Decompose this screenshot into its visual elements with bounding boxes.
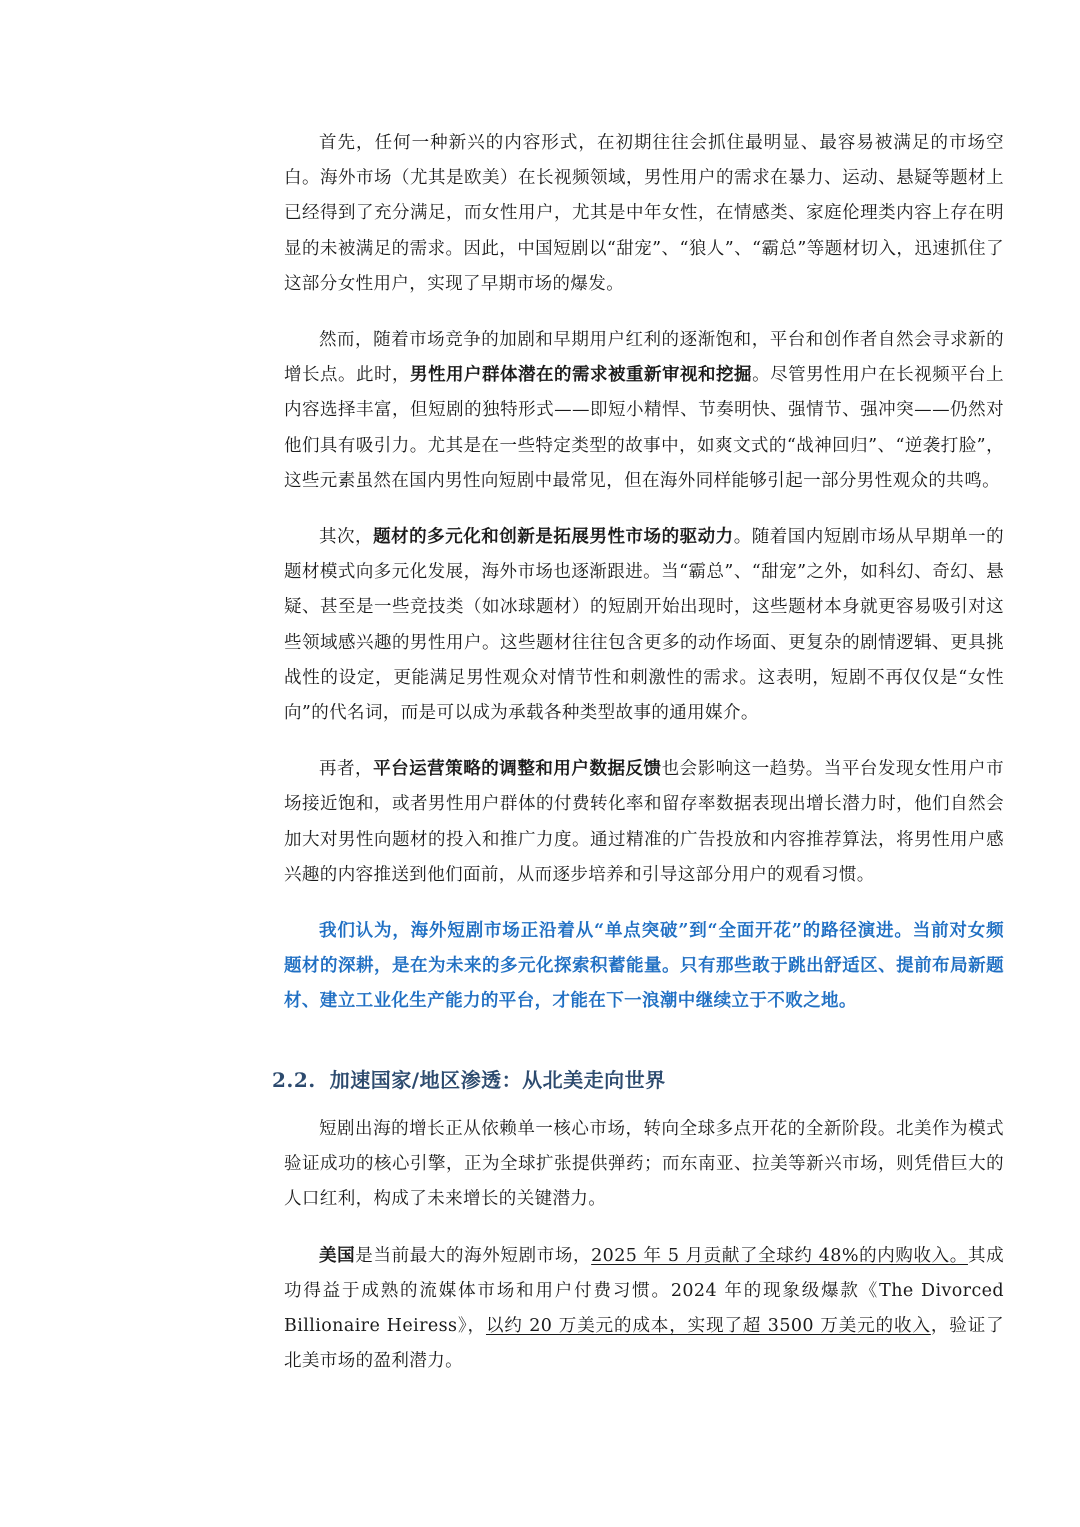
underlined-text: 2025 年 5 月贡献了全球约 48%的内购收入。	[591, 1245, 968, 1266]
paragraph-text: ，验证了北美市场的盈利潜力。	[284, 1316, 1005, 1372]
paragraph-diversification	[284, 520, 1004, 731]
section-2-2	[272, 1062, 1012, 1400]
paragraph-highlight: 题材的多元化和创新是拓展男性市场的驱动力	[373, 527, 734, 548]
paragraph-platform-strategy	[284, 752, 1004, 893]
paragraph-text: 再者，	[319, 759, 374, 780]
underlined-text: 以约 20 万美元的成本，实现了超 3500 万美元的收入	[485, 1316, 931, 1337]
paragraph-text: 也会影响这一趋势。当平台发现女性用户市场接近饱和，或者男性用户群体的付费转化率和留存率数据表现出增长潜力时，他们自然会加大对男性向题材的投入和推广力度。通过精准的广告投放和内容推荐算法，将男性用户感兴趣的内容推送到他们面前，从而逐步培养和引导这部分用户的观看习惯。	[284, 759, 1004, 885]
paragraph-text: 是当前最大的海外短剧市场，	[355, 1245, 592, 1266]
paragraph-highlight: 平台运营策略的调整和用户数据反馈	[373, 759, 662, 780]
section-number: 2.2.	[272, 1068, 316, 1092]
paragraph-text: 。随着国内短剧市场从早期单一的题材模式向多元化发展，海外市场也逐渐跟进。当“霸总”、“甜宠”之外，如科幻、奇幻、悬疑、甚至是一些竞技类（如冰球题材）的短剧开始出现时，这些题材本身就更容易吸引对这些领域感兴趣的男性用户。这些题材往往包含更多的动作场面、更复杂的剧情逻辑、更具挑战性的设定，更能满足男性观众对情节性和刺激性的需求。这表明，短剧不再仅仅是“女性向”的代名词，而是可以成为承载各种类型故事的通用媒介。	[284, 527, 1005, 724]
section-heading	[272, 1062, 1012, 1098]
paragraph-male-demand	[284, 323, 1004, 499]
paragraph-highlight: 男性用户群体潜在的需求被重新审视和挖掘	[410, 365, 753, 386]
paragraph-us-market	[284, 1239, 1004, 1380]
document-body	[284, 126, 1004, 1041]
paragraph-text: 其成功得益于成熟的流媒体市场和用户付费习惯。2024 年的现象级爆款《The Divorced Billionaire Heiress》，	[284, 1245, 1004, 1337]
paragraph-highlight: 美国	[319, 1245, 356, 1266]
paragraph-text: 。尽管男性用户在长视频平台上内容选择丰富，但短剧的独特形式——即短小精悍、节奏明快、强情节、强冲突——仍然对他们具有吸引力。尤其是在一些特定类型的故事中，如爽文式的“战神回归”、“逆袭打脸”，这些元素虽然在国内男性向短剧中最常见，但在海外同样能够引起一部分男性观众的共鸣。	[284, 365, 1004, 491]
paragraph-section-intro: 短剧出海的增长正从依赖单一核心市场，转向全球多点开花的全新阶段。北美作为模式验证成功的核心引擎，正为全球扩张提供弹药；而东南亚、拉美等新兴市场，则凭借巨大的人口红利，构成了未来增长的关键潜力。	[284, 1119, 1004, 1210]
conclusion-paragraph: 我们认为，海外短剧市场正沿着从“单点突破”到“全面开花”的路径演进。当前对女频题材的深耕，是在为未来的多元化探索积蓄能量。只有那些敢于跳出舒适区、提前布局新题材、建立工业化生产能力的平台，才能在下一浪潮中继续立于不败之地。	[284, 921, 1004, 1012]
paragraph-female-market: 首先，任何一种新兴的内容形式，在初期往往会抓住最明显、最容易被满足的市场空白。海外市场（尤其是欧美）在长视频领域，男性用户的需求在暴力、运动、悬疑等题材上已经得到了充分满足，而女性用户，尤其是中年女性，在情感类、家庭伦理类内容上存在明显的未被满足的需求。因此，中国短剧以“甜宠”、“狼人”、“霸总”等题材切入，迅速抓住了这部分女性用户，实现了早期市场的爆发。	[284, 133, 1004, 294]
paragraph-text: 其次，	[319, 527, 374, 548]
section-title: 加速国家/地区渗透：从北美走向世界	[329, 1068, 666, 1092]
paragraph-text: 然而，随着市场竞争的加剧和早期用户红利的逐渐饱和，平台和创作者自然会寻求新的增长点。此时，	[284, 330, 1004, 386]
